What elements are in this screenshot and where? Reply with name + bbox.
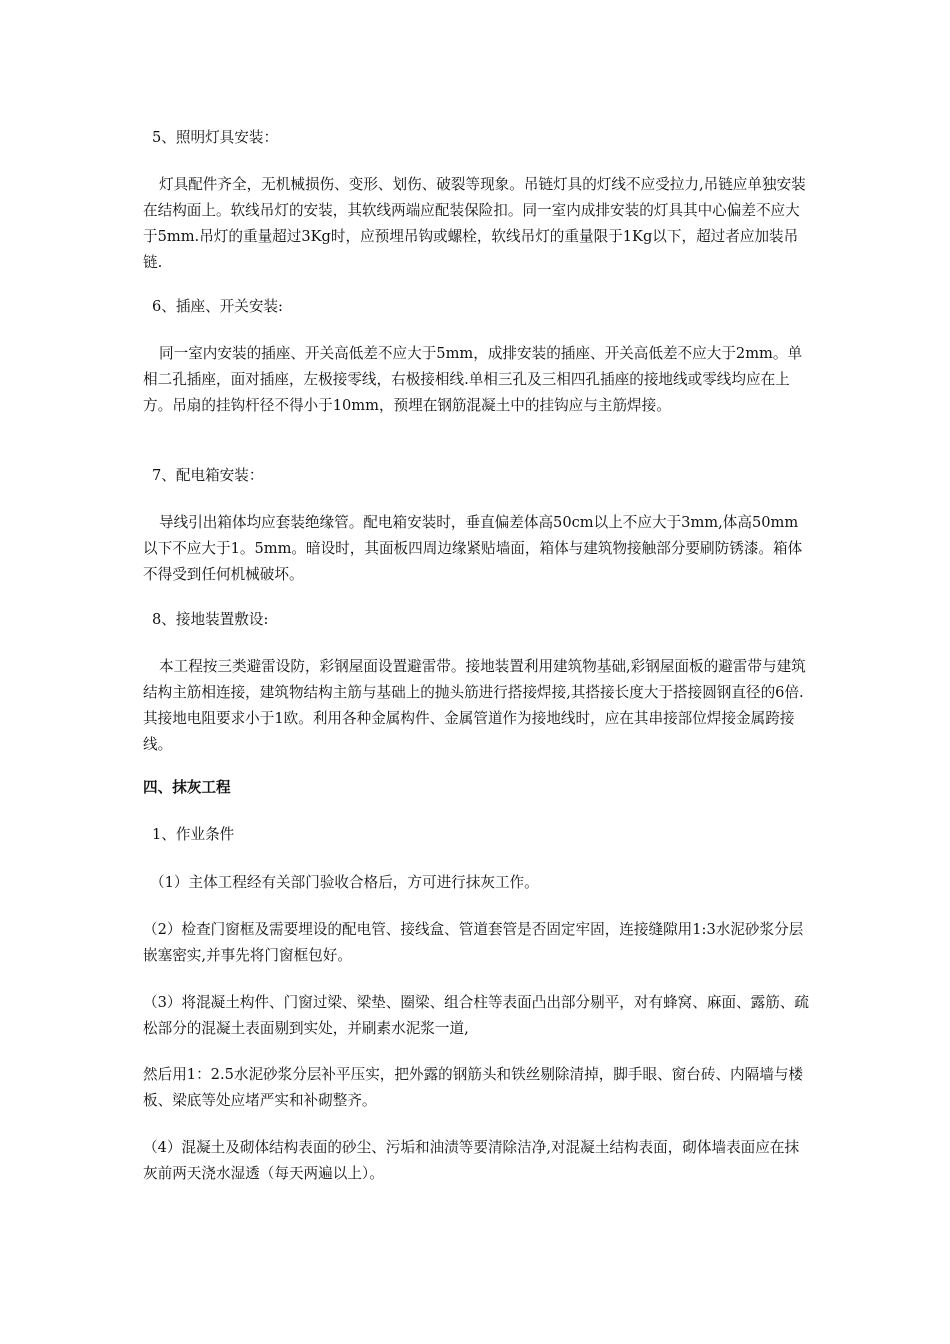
section-5-heading: 5、照明灯具安装： [152, 129, 279, 146]
section-7-heading: 7、配电箱安装： [152, 467, 264, 484]
condition-item-3: （3）将混凝土构件、门窗过梁、梁垫、圈梁、组合柱等表面凸出部分剔平，对有蜂窝、麻面、露筋、疏松部分的混凝土表面剔到实处，并刷素水泥浆一道, [143, 994, 810, 1037]
chapter-4-heading: 四、抹灰工程 [143, 779, 231, 796]
condition-item-1: （1）主体工程经有关部门验收合格后，方可进行抹灰工作。 [150, 874, 539, 891]
section-6-heading: 6、插座、开关安装: [152, 298, 283, 315]
section-8-body: 本工程按三类避雷设防，彩钢屋面设置避雷带。接地装置利用建筑物基础,彩钢屋面板的避雷带与建筑结构主筋相连接，建筑物结构主筋与基础上的抛头筋进行搭接焊接,其搭接长度大于搭接圆钢直径的6倍.其接地电阻要求小于1欧。利用各种金属构件、金属管道作为接地线时，应在其串接部位焊接金属跨接线。 [143, 658, 806, 753]
section-6-body: 同一室内安装的插座、开关高低差不应大于5mm，成排安装的插座、开关高低差不应大于2mm。单相二孔插座，面对插座，左极接零线，右极接相线.单相三孔及三相四孔插座的接地线或零线均应在上方。吊扇的挂钩杆径不得小于10mm，预埋在钢筋混凝土中的挂钩应与主筋焊接。 [143, 345, 803, 414]
section-5-body: 灯具配件齐全，无机械损伤、变形、划伤、破裂等现象。吊链灯具的灯线不应受拉力,吊链应单独安装在结构面上。软线吊灯的安装，其软线两端应配装保险扣。同一室内成排安装的灯具其中心偏差不应大于5mm.吊灯的重量超过3Kg时，应预埋吊钩或螺栓，软线吊灯的重量限于1Kg以下，超过者应加装吊链. [143, 176, 806, 271]
section-7-body: 导线引出箱体均应套装绝缘管。配电箱安装时，垂直偏差体高50cm以上不应大于3mm,体高50mm以下不应大于1。5mm。暗设时，其面板四周边缘紧贴墙面，箱体与建筑物接触部分要刷防锈漆。箱体不得受到任何机械破坏。 [143, 514, 803, 583]
condition-item-2: （2）检查门窗框及需要埋设的配电管、接线盒、管道套管是否固定牢固，连接缝隙用1:3水泥砂浆分层嵌塞密实,并事先将门窗框包好。 [143, 921, 804, 964]
condition-item-3-continued: 然后用1：2.5水泥砂浆分层补平压实，把外露的钢筋头和铁丝剔除清掉，脚手眼、窗台砖、内隔墙与楼板、梁底等处应堵严实和补砌整齐。 [143, 1066, 804, 1109]
work-conditions-heading: 1、作业条件 [152, 826, 235, 843]
condition-item-4: （4）混凝土及砌体结构表面的砂尘、污垢和油渍等要清除洁净,对混凝土结构表面，砌体墙表面应在抹灰前两天浇水湿透（每天两遍以上）。 [143, 1139, 800, 1182]
section-8-heading: 8、接地装置敷设: [152, 611, 269, 628]
